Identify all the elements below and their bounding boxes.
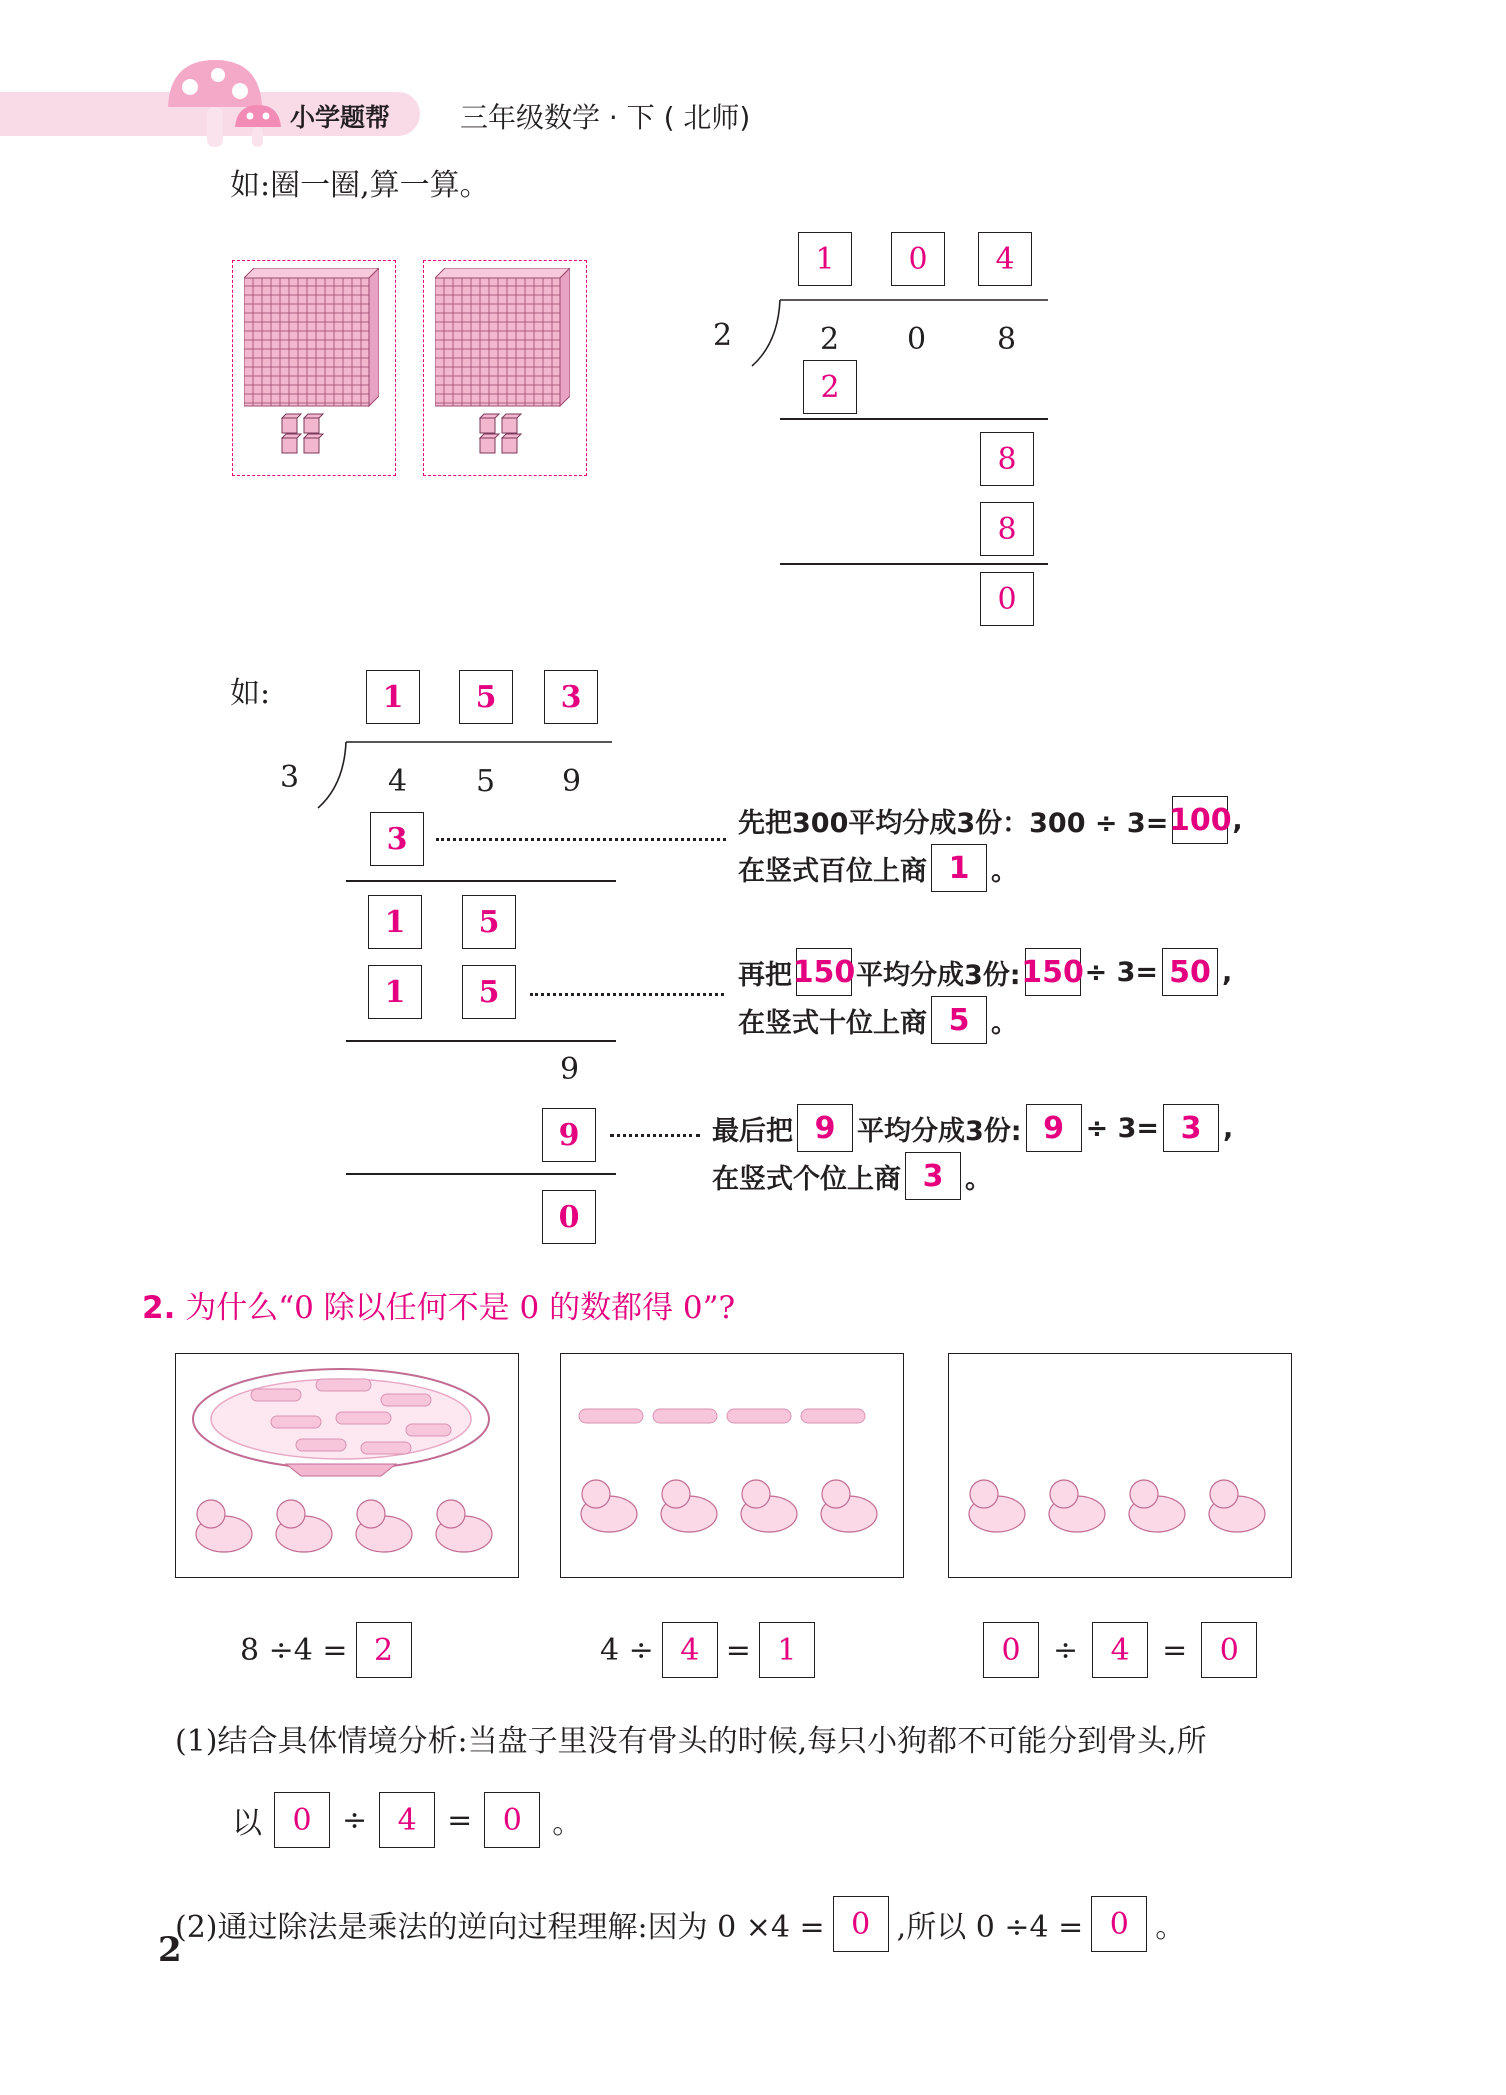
punctuation: 。 (991, 855, 1018, 887)
dotted-leader (610, 1134, 700, 1137)
answer-box[interactable]: 3 (905, 1152, 961, 1200)
explanation-text: ÷ 3= (1084, 956, 1159, 988)
explanation-text: 再把 (738, 959, 792, 991)
dividend-digit: 2 (820, 322, 840, 357)
step-box[interactable]: 3 (370, 812, 424, 866)
divisor: 2 (713, 318, 733, 353)
quotient-box[interactable]: 1 (366, 670, 420, 724)
division-line (780, 563, 1048, 565)
explanation-text: 最后把 (712, 1115, 793, 1147)
answer-box[interactable]: 5 (931, 996, 987, 1044)
answer-box[interactable]: 100 (1172, 796, 1228, 844)
part2-text: ,所以 0 ÷4 = (896, 1910, 1084, 1945)
subject-title: 三年级数学 · 下 ( 北师) (460, 101, 751, 134)
answer-box[interactable]: 4 (1092, 1622, 1148, 1678)
bones-dogs-icon (561, 1354, 903, 1577)
answer-box[interactable]: 4 (379, 1792, 435, 1848)
answer-box[interactable]: 9 (797, 1104, 853, 1152)
part1-text: 以 (232, 1806, 262, 1841)
answer-box[interactable]: 2 (356, 1622, 412, 1678)
equation-text: 4 ÷ (600, 1632, 654, 1668)
part2-line (175, 1896, 1185, 1952)
divisor: 3 (280, 760, 300, 795)
part1-line1: (1)结合具体情境分析:当盘子里没有骨头的时候,每只小狗都不可能分到骨头,所 (175, 1724, 1207, 1759)
equals-sign: = (725, 1632, 751, 1668)
step-box[interactable]: 1 (368, 895, 422, 949)
answer-box[interactable]: 9 (1026, 1104, 1082, 1152)
equation-1 (240, 1622, 412, 1678)
example2-prompt: 如: (230, 676, 271, 711)
part2-text: (2)通过除法是乘法的逆向过程理解:因为 0 ×4 = (175, 1910, 825, 1945)
equation-text: 8 ÷4 = (240, 1632, 348, 1668)
explanation-line (738, 796, 1243, 844)
explanation-line (738, 948, 1232, 996)
question-title (142, 1282, 735, 1327)
explanation-text: 在竖式个位上商 (712, 1163, 901, 1195)
explanation-text: 在竖式百位上商 (738, 855, 927, 887)
dogs-icon (949, 1354, 1291, 1577)
division-line (346, 880, 616, 882)
explanation-text: 在竖式十位上商 (738, 1007, 927, 1039)
divide-sign: ÷ (1053, 1632, 1079, 1668)
punctuation: , (1222, 956, 1233, 988)
part1-line2 (232, 1792, 582, 1848)
step-box[interactable]: 5 (462, 895, 516, 949)
division-line (346, 1040, 616, 1042)
answer-box[interactable]: 0 (1091, 1896, 1147, 1952)
explanation-text: 平均分成3份: (857, 1115, 1022, 1147)
hundred-block-icon (244, 268, 379, 408)
step-box[interactable]: 9 (542, 1108, 596, 1162)
step-box[interactable]: 8 (980, 432, 1034, 486)
step-digit: 9 (560, 1052, 580, 1087)
dividend-digit: 4 (388, 764, 408, 799)
remainder-box[interactable]: 0 (542, 1190, 596, 1244)
step-box[interactable]: 2 (803, 360, 857, 414)
explanation-line (712, 1104, 1233, 1152)
example1-prompt: 如:圈一圈,算一算。 (230, 168, 490, 203)
step-box[interactable]: 8 (980, 502, 1034, 556)
picture-dogs-only (948, 1353, 1292, 1578)
answer-box[interactable]: 0 (983, 1622, 1039, 1678)
explanation-text: 先把300平均分成3份：300 ÷ 3= (738, 807, 1169, 839)
step-box[interactable]: 1 (368, 965, 422, 1019)
division-line (346, 1173, 616, 1175)
answer-box[interactable]: 4 (662, 1622, 718, 1678)
division-line (780, 418, 1048, 420)
dividend-digit: 8 (997, 322, 1017, 357)
dotted-leader (436, 838, 726, 841)
explanation-line (738, 996, 1018, 1044)
step-box[interactable]: 5 (462, 965, 516, 1019)
explanation-line (712, 1152, 992, 1200)
punctuation: 。 (552, 1806, 583, 1841)
quotient-box[interactable]: 4 (978, 232, 1032, 286)
equation-2 (600, 1622, 815, 1678)
explanation-text: 平均分成3份: (856, 959, 1021, 991)
dividend-digit: 0 (907, 322, 927, 357)
answer-box[interactable]: 150 (1025, 948, 1081, 996)
quotient-box[interactable]: 1 (798, 232, 852, 286)
brand-title: 小学题帮 (290, 103, 391, 132)
quotient-box[interactable]: 5 (459, 670, 513, 724)
dotted-leader (530, 993, 724, 996)
explanation-line (738, 844, 1018, 892)
answer-box[interactable]: 150 (796, 948, 852, 996)
punctuation: 。 (991, 1007, 1018, 1039)
explanation-text: ÷ 3= (1085, 1112, 1160, 1144)
quotient-box[interactable]: 0 (891, 232, 945, 286)
remainder-box[interactable]: 0 (980, 572, 1034, 626)
answer-box[interactable]: 3 (1163, 1104, 1219, 1152)
question-number: 2. (142, 1290, 176, 1326)
mushroom-logo-icon (160, 55, 290, 150)
punctuation: 。 (1155, 1910, 1186, 1945)
quotient-box[interactable]: 3 (544, 670, 598, 724)
hundred-block-icon (435, 268, 570, 408)
unit-cubes-icon (280, 412, 324, 456)
equation-3 (983, 1622, 1257, 1678)
punctuation: , (1232, 804, 1243, 836)
picture-bones-dogs (560, 1353, 904, 1578)
picture-plate-bones (175, 1353, 519, 1578)
equals-sign: = (447, 1802, 473, 1838)
equals-sign: = (1162, 1632, 1188, 1668)
answer-box[interactable]: 1 (759, 1622, 815, 1678)
answer-box[interactable]: 50 (1162, 948, 1218, 996)
answer-box[interactable]: 0 (484, 1792, 540, 1848)
answer-box[interactable]: 0 (833, 1896, 889, 1952)
dividend-digit: 9 (562, 764, 582, 799)
punctuation: 。 (965, 1163, 992, 1195)
answer-box[interactable]: 1 (931, 844, 987, 892)
answer-box[interactable]: 0 (1201, 1622, 1257, 1678)
dividend-digit: 5 (476, 764, 496, 799)
page-number: 2 (158, 1930, 182, 1970)
plate-bones-dogs-icon (176, 1354, 518, 1577)
answer-box[interactable]: 0 (274, 1792, 330, 1848)
punctuation: , (1223, 1112, 1234, 1144)
unit-cubes-icon (478, 412, 522, 456)
question-text: 为什么“0 除以任何不是 0 的数都得 0”? (185, 1290, 736, 1326)
divide-sign: ÷ (342, 1802, 368, 1838)
